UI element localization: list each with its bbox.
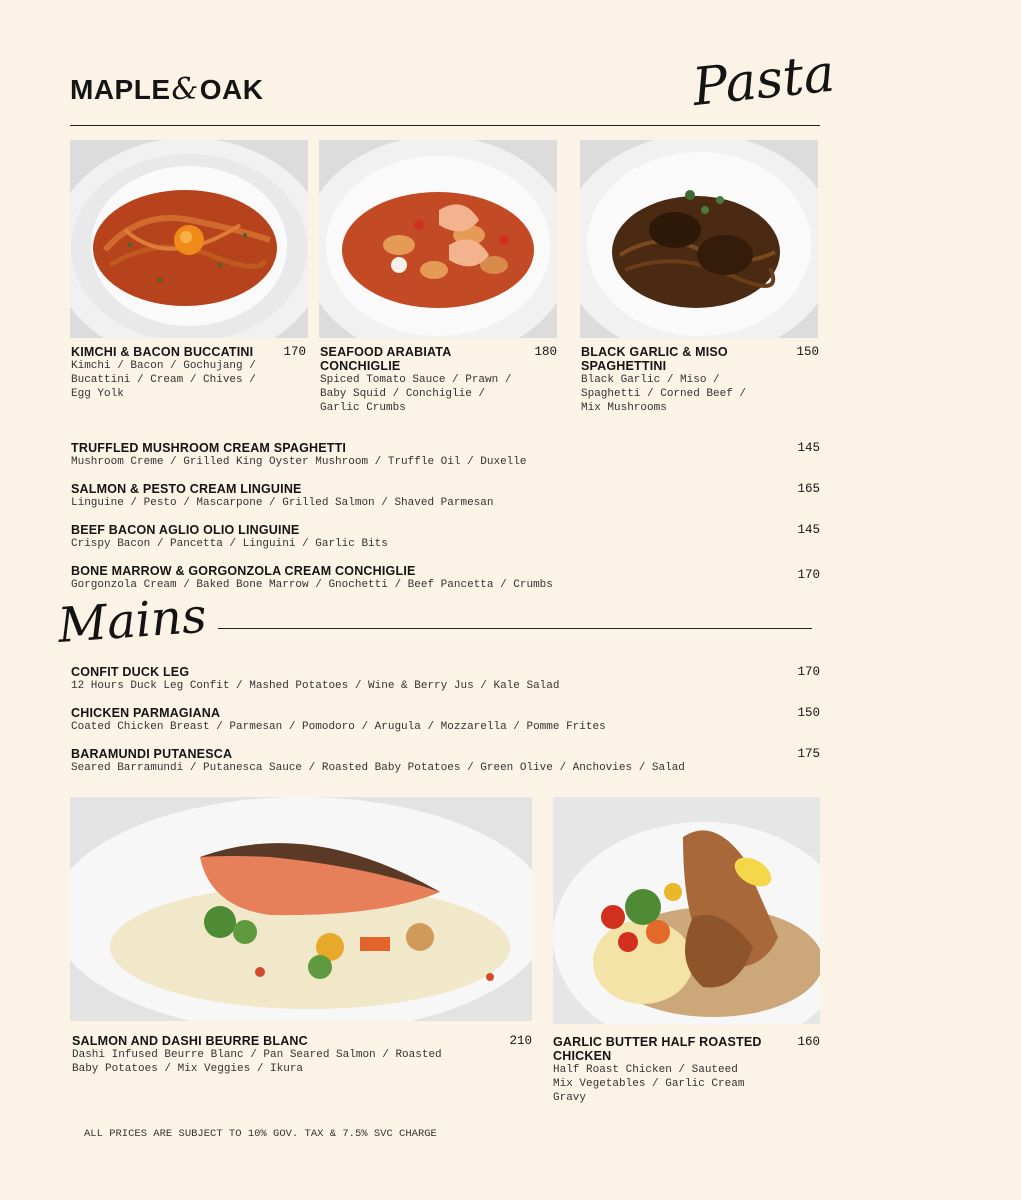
menu-item-price: 210 [509, 1034, 532, 1048]
dish-photo-garlic-butter-chicken [553, 797, 820, 1024]
menu-item-description: Kimchi / Bacon / Gochujang / Bucattini / Cream / Chives / Egg Yolk [71, 360, 256, 400]
brand-ampersand: & [171, 72, 199, 107]
menu-item-price: 165 [797, 482, 820, 496]
menu-item-price: 145 [797, 441, 820, 455]
menu-item-price: 150 [797, 706, 820, 720]
menu-item-name: BONE MARROW & GORGONZOLA CREAM CONCHIGLIE [71, 564, 416, 578]
mains-divider [218, 628, 812, 629]
menu-item-salmon-pesto [71, 482, 820, 510]
menu-item-name: CHICKEN PARMAGIANA [71, 706, 221, 720]
menu-item-name: GARLIC BUTTER HALF ROASTED CHICKEN [553, 1035, 762, 1063]
menu-item-garlic-butter-chicken [553, 1035, 820, 1105]
menu-item-price: 150 [796, 345, 819, 359]
menu-item-description: Spiced Tomato Sauce / Prawn / Baby Squid / Conchiglie / Garlic Crumbs [320, 374, 512, 414]
menu-item-name: TRUFFLED MUSHROOM CREAM SPAGHETTI [71, 441, 347, 455]
menu-item-beef-bacon-aglio [71, 523, 820, 551]
menu-item-description: Linguine / Pesto / Mascarpone / Grilled Salmon / Shaved Parmesan [71, 497, 494, 509]
menu-item-seafood-arabiata [320, 345, 557, 415]
tax-notice: ALL PRICES ARE SUBJECT TO 10% GOV. TAX & 7.5% SVC CHARGE [84, 1128, 437, 1140]
menu-item-description: Half Roast Chicken / Sauteed Mix Vegetables / Garlic Cream Gravy [553, 1064, 745, 1104]
menu-item-description: Black Garlic / Miso / Spaghetti / Corned Beef / Mix Mushrooms [581, 374, 747, 414]
section-title-mains: Mains [56, 587, 209, 654]
menu-item-description: Coated Chicken Breast / Parmesan / Pomodoro / Arugula / Mozzarella / Pomme Frites [71, 721, 606, 733]
brand-name-left: MAPLE [70, 74, 171, 105]
menu-item-price: 175 [797, 747, 820, 761]
menu-item-chicken-parmagiana [71, 706, 820, 734]
menu-item-name: BLACK GARLIC & MISO SPAGHETTINI [581, 345, 728, 373]
brand-name-right: OAK [199, 74, 264, 105]
menu-item-bone-marrow [71, 564, 820, 592]
menu-item-kimchi-bacon [71, 345, 308, 401]
menu-item-truffled-mushroom [71, 441, 820, 469]
menu-item-name: BEEF BACON AGLIO OLIO LINGUINE [71, 523, 300, 537]
menu-item-name: CONFIT DUCK LEG [71, 665, 190, 679]
menu-item-price: 145 [797, 523, 820, 537]
section-title-pasta: Pasta [689, 43, 838, 118]
menu-item-price: 180 [534, 345, 557, 359]
menu-item-salmon-dashi [72, 1034, 532, 1076]
header-divider [70, 125, 820, 126]
menu-item-description: Crispy Bacon / Pancetta / Linguini / Garlic Bits [71, 538, 388, 550]
brand-logo [70, 72, 263, 107]
dish-photo-black-garlic-miso [580, 140, 818, 338]
menu-item-price: 170 [283, 345, 306, 359]
menu-item-name: SEAFOOD ARABIATA CONCHIGLIE [320, 345, 452, 373]
dish-photo-salmon-dashi [70, 797, 532, 1021]
menu-item-price: 160 [797, 1035, 820, 1049]
menu-item-description: Seared Barramundi / Putanesca Sauce / Roasted Baby Potatoes / Green Olive / Anchovies / Salad [71, 762, 685, 774]
dish-photo-kimchi-bacon-buccatini [70, 140, 308, 338]
menu-item-name: SALMON AND DASHI BEURRE BLANC [72, 1034, 308, 1048]
menu-item-description: 12 Hours Duck Leg Confit / Mashed Potatoes / Wine & Berry Jus / Kale Salad [71, 680, 560, 692]
menu-item-name: KIMCHI & BACON BUCCATINI [71, 345, 254, 359]
menu-item-baramundi [71, 747, 820, 775]
menu-item-name: SALMON & PESTO CREAM LINGUINE [71, 482, 302, 496]
menu-item-price: 170 [797, 568, 820, 582]
menu-item-confit-duck [71, 665, 820, 693]
menu-item-description: Dashi Infused Beurre Blanc / Pan Seared Salmon / Roasted Baby Potatoes / Mix Veggies / Ikura [72, 1049, 442, 1075]
menu-item-description: Mushroom Creme / Grilled King Oyster Mushroom / Truffle Oil / Duxelle [71, 456, 527, 468]
menu-item-price: 170 [797, 665, 820, 679]
menu-item-black-garlic-miso [581, 345, 819, 415]
menu-item-name: BARAMUNDI PUTANESCA [71, 747, 233, 761]
dish-photo-seafood-arabiata [319, 140, 557, 338]
menu-item-description: Gorgonzola Cream / Baked Bone Marrow / Gnochetti / Beef Pancetta / Crumbs [71, 579, 553, 591]
